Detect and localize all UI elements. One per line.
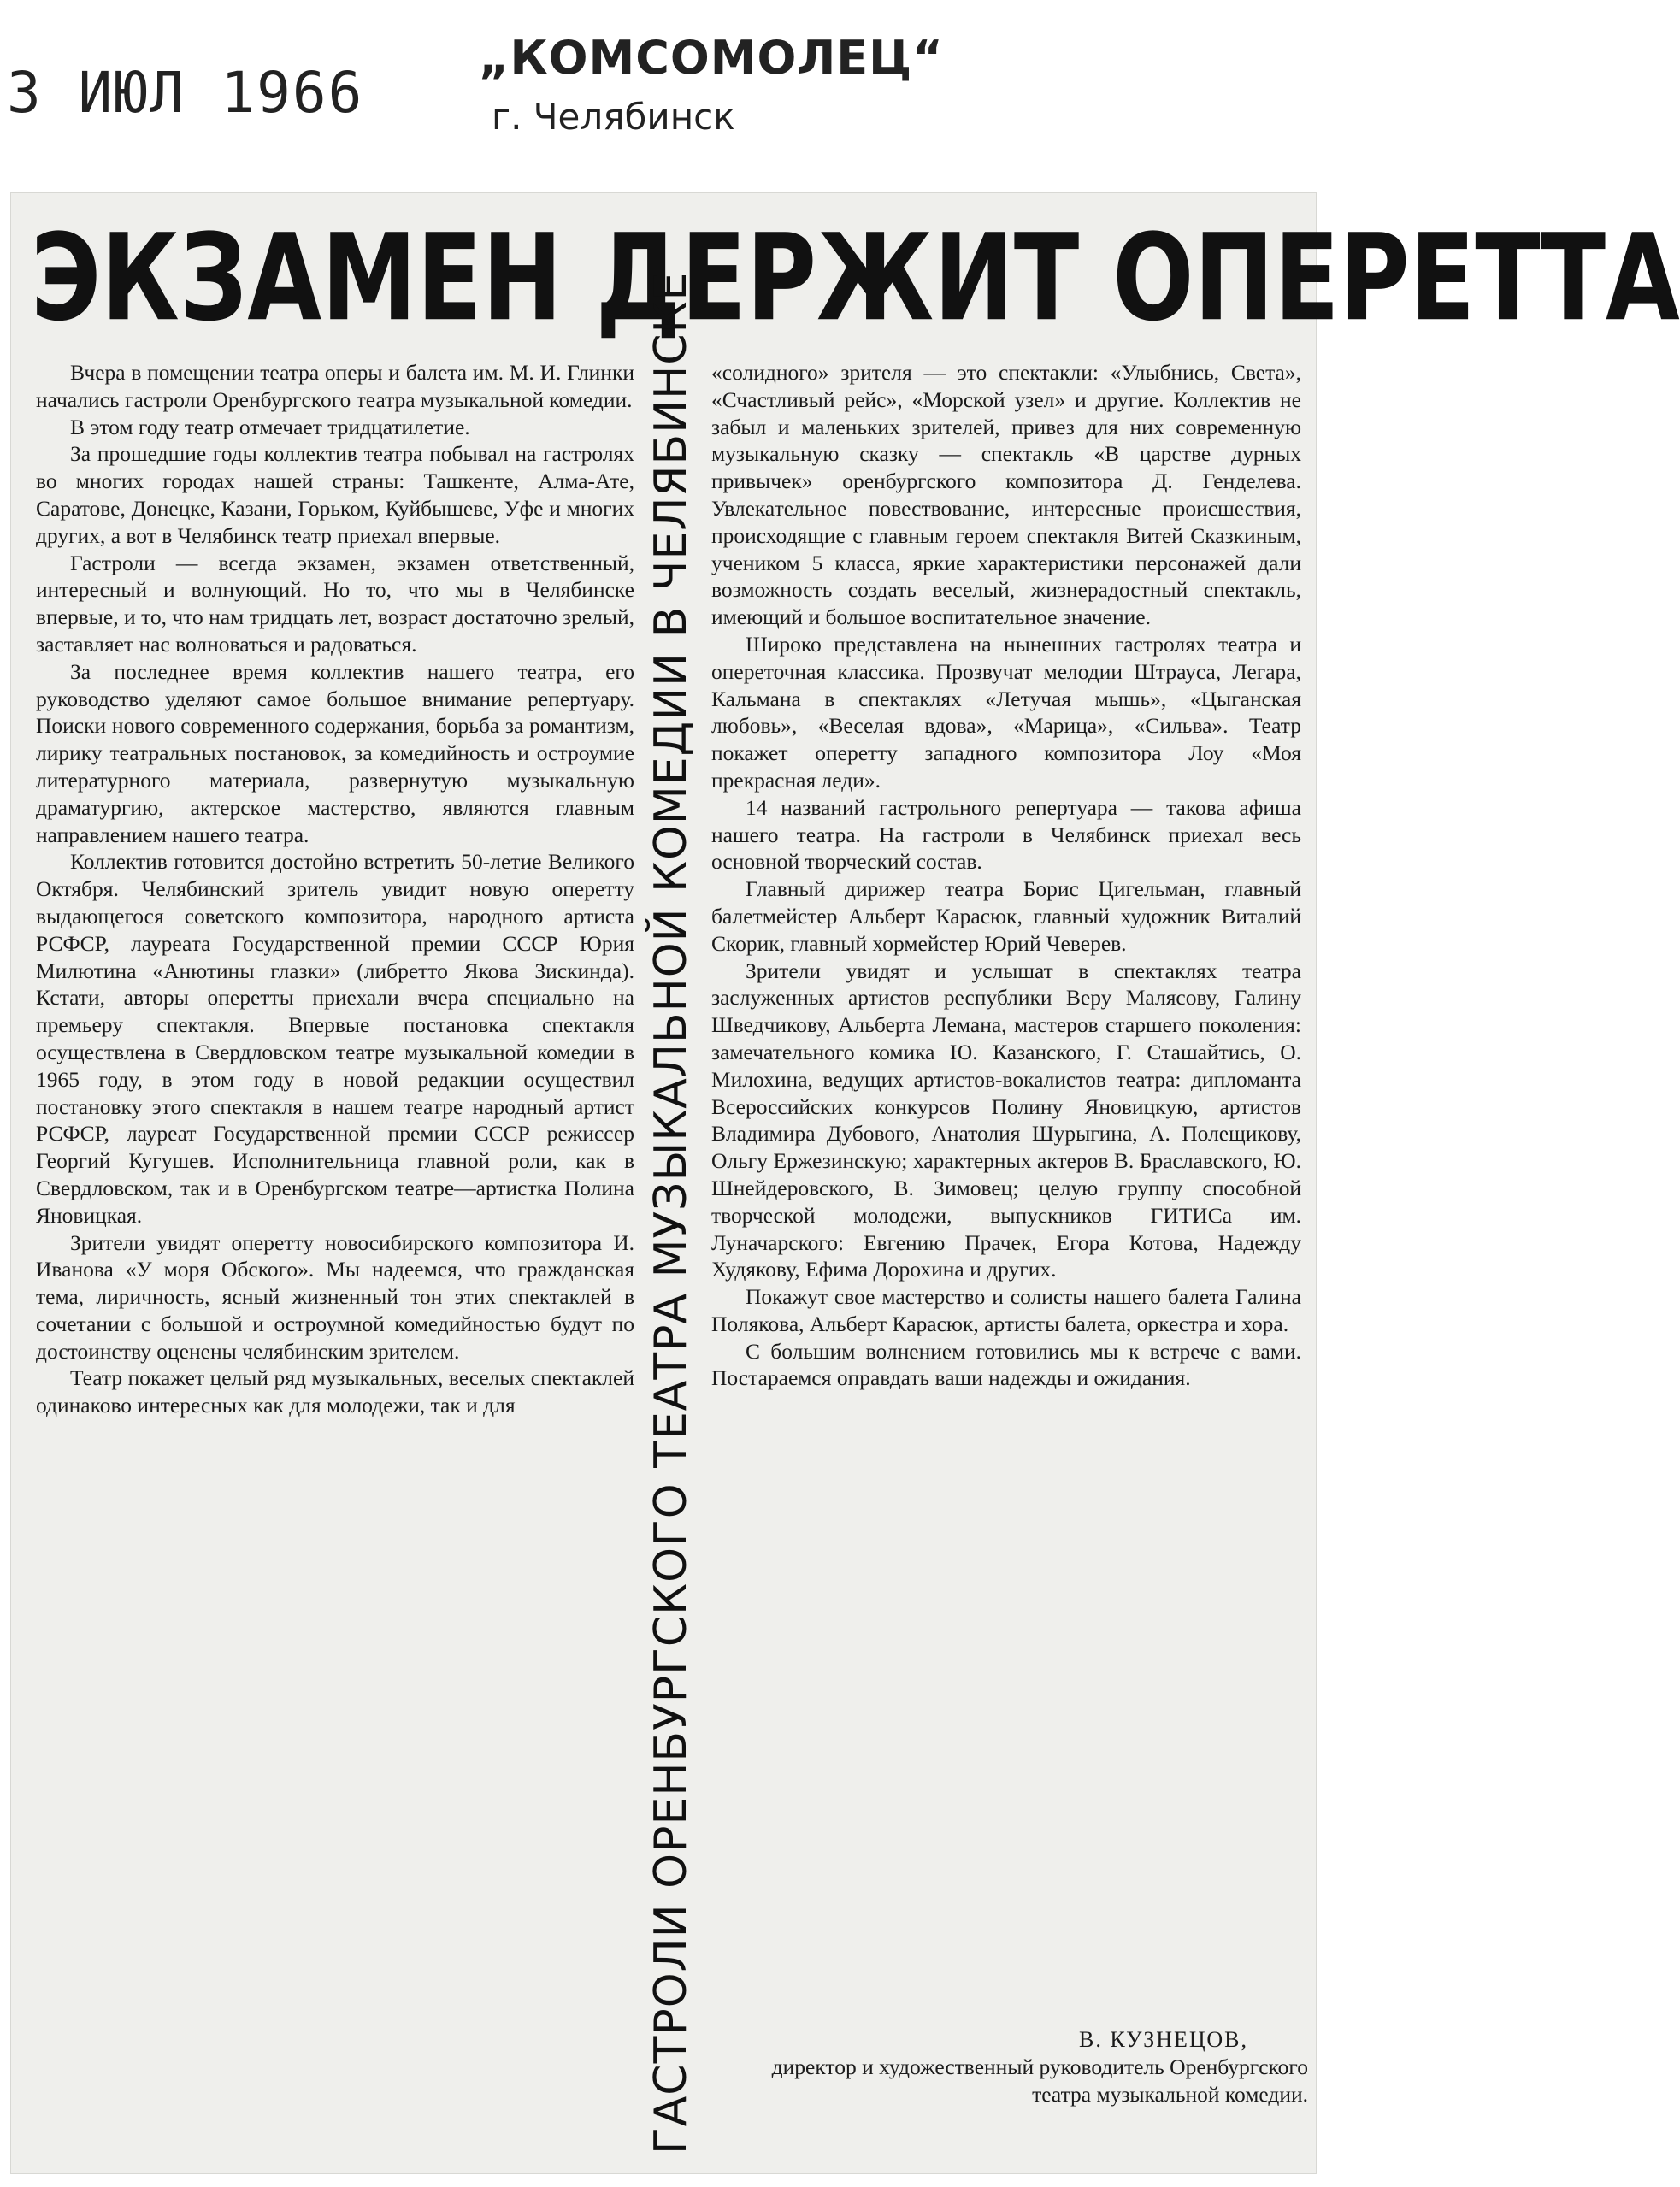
signature-name: В. КУЗНЕЦОВ, <box>1079 2027 1248 2052</box>
paragraph: Гастроли — всегда экзамен, экзамен ответственный, интересный и волнующий. Но то, что мы в Челябинске впервые, и то, что нам тридцать лет, возраст достаточно зрелый, заставляет нас волноваться и радоваться. <box>36 550 634 657</box>
paragraph: Зрители увидят оперетту новосибирского композитора И. Иванова «У моря Обского». Мы надеемся, что гражданская тема, лиричность, ясный жизненный тон этих спектаклей в сочетании с большой и остроумной комедийностью будут по достоинству оценены челябинским зрителем. <box>36 1229 634 1364</box>
paragraph: С большим волнением готовились мы к встрече с вами. Постараемся оправдать ваши надежды и ожидания. <box>711 1338 1301 1391</box>
paragraph: За последнее время коллектив нашего театра, его руководство уделяют самое большое внимание репертуару. Поиски нового современного содержания, борьба за романтизм, лирику театральных постановок, за комедийность и остроумие литературного материала, развернутую музыкальную драматургию, актерское мастерство, являются главным направлением нашего театра. <box>36 658 634 847</box>
paragraph: Вчера в помещении театра оперы и балета им. М. И. Глинки начались гастроли Оренбургского театра музыкальной комедии. <box>36 360 634 412</box>
newspaper-city: г. Челябинск <box>492 96 735 138</box>
paragraph: Широко представлена на нынешних гастролях театра и опереточная классика. Прозвучат мелодии Штрауса, Легара, Кальмана в спектаклях «Летучая мышь», «Цыганская любовь», «Веселая вдова», «Марица», «Сильва». Театр покажет оперетту западного композитора Лоу «Моя прекрасная леди». <box>711 631 1301 793</box>
newspaper-name: „КОМСОМОЛЕЦ“ <box>479 31 944 85</box>
left-column <box>36 359 634 1419</box>
paragraph: 14 названий гастрольного репертуара — такова афиша нашего театра. На гастроли в Челябинск приехал весь основной творческий состав. <box>711 794 1301 875</box>
paragraph: Главный дирижер театра Борис Цигельман, главный балетмейстер Альберт Карасюк, главный художник Виталий Скорик, главный хормейстер Юрий Чеверев. <box>711 876 1301 956</box>
paragraph: За прошедшие годы коллектив театра побывал на гастролях во многих городах нашей страны: Ташкенте, Алма-Ате, Саратове, Донецке, Казани, Горьком, Куйбышеве, Уфе и многих других, а вот в Челябинск театр приехал впервые. <box>36 441 634 548</box>
paragraph: Театр покажет целый ряд музыкальных, веселых спектаклей одинаково интересных как для молодежи, так и для <box>36 1365 634 1418</box>
paragraph: Покажут свое мастерство и солисты нашего балета Галина Полякова, Альберт Карасюк, артисты балета, оркестра и хора. <box>711 1284 1301 1336</box>
paragraph: Зрители увидят и услышат в спектаклях театра заслуженных артистов республики Веру Малясову, Галину Шведчикову, Альберта Лемана, мастеров старшего поколения: замечательного комика Ю. Казанского, Г. Сташайтись, О. Милохина, ведущих артистов-вокалистов театра: дипломанта Всероссийских конкурсов Полину Яновицкую, артистов Владимира Дубового, Анатолия Шурыгина, А. Полещикову, Ольгу Ержезинскую; характерных актеров В. Браславского, Ю. Шнейдеровского, В. Зимовец; целую группу способной творческой молодежи, выпускников ГИТИСа им. Луначарского: Евгению Прачек, Егора Котова, Надежду Худякову, Ефима Дорохина и других. <box>711 958 1301 1282</box>
paragraph: Коллектив готовится достойно встретить 50-летие Великого Октября. Челябинский зритель увидит новую оперетту выдающегося советского композитора, народного артиста РСФСР, лауреата Государственной премии СССР Юрия Милютина «Анютины глазки» (либретто Якова Зискинда). Кстати, авторы оперетты приехали вчера специально на премьеру спектакля. Впервые постановка спектакля осуществлена в Свердловском театре музыкальной комедии в 1965 году, в этом году в новой редакции осуществил постановку этого спектакля в нашем театре народный артист РСФСР, лауреат Государственной премии СССР режиссер Георгий Кугушев. Исполнительница главной роли, как в Свердловском, так и в Оренбургском театре—артистка Полина Яновицкая. <box>36 849 634 1228</box>
signature-title: директор и художественный руководитель Оренбургского театра музыкальной комедии. <box>771 2054 1308 2107</box>
headline: ЭКЗАМЕН ДЕРЖИТ ОПЕРЕТТА <box>31 209 1680 348</box>
paragraph: «солидного» зрителя — это спектакли: «Улыбнись, Света», «Счастливый рейс», «Морской узел» и другие. Коллектив не забыл и маленьких зрителей, привез для них современную музыкальную сказку — спектакль «В царстве дурных привычек» оренбургского композитора Д. Генделева. Увлекательное повествование, интересные происшествия, происходящие с главным героем спектакля Витей Сказкиным, учеником 5 класса, яркие характеристики персонажей дали возможность создать веселый, жизнерадостный спектакль, имеющий и большое воспитательное значение. <box>711 360 1301 630</box>
paragraph: В этом году театр отмечает тридцатилетие. <box>70 414 470 439</box>
right-column <box>711 359 1301 1392</box>
vertical-subtitle: ГАСТРОЛИ ОРЕНБУРГСКОГО ТЕАТРА МУЗЫКАЛЬНОЙ КОМЕДИИ В ЧЕЛЯБИНСКЕ <box>645 271 697 2155</box>
date-stamp: 3 ИЮЛ 1966 <box>7 60 364 126</box>
